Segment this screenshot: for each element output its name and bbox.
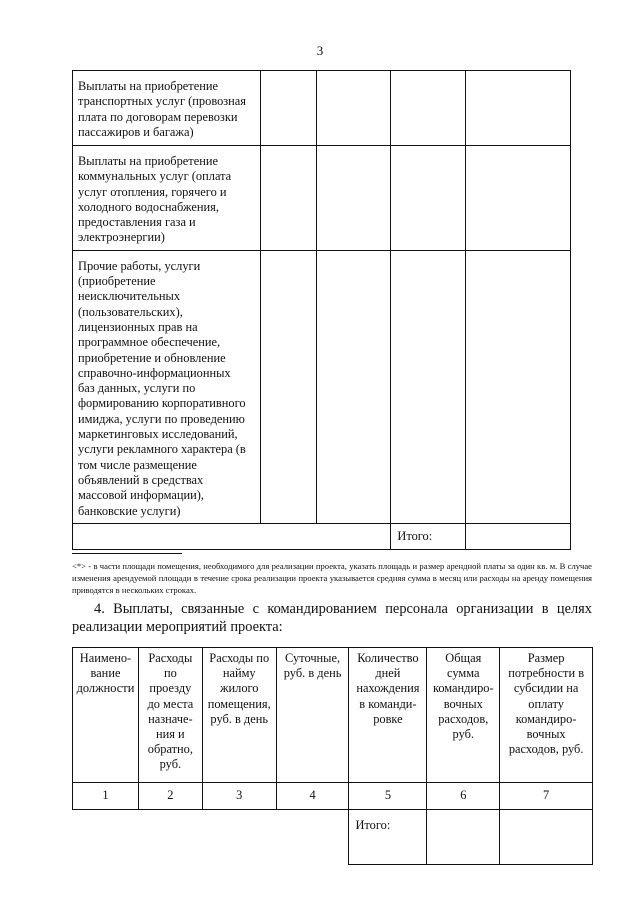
column-number: 3 (202, 783, 276, 810)
column-header-housing-cost: Расходы по найму жилого помещения, руб. в день (202, 648, 276, 783)
total-row (73, 810, 593, 865)
page-number: 3 (316, 43, 324, 58)
column-number: 5 (349, 783, 427, 810)
total-row (73, 523, 571, 549)
footnote: <*> - в части площади помещения, необходимого для реализации проекта, указать площадь и размер арендной платы за один кв. м. В случае изменения арендуемой площади в течение срока реализации проекта указывается средняя сумма в месяц или расходы на аренду помещения приводятся в нескольких строках. (72, 561, 592, 595)
column-number: 2 (138, 783, 202, 810)
column-header-per-diem: Суточные, руб. в день (276, 648, 349, 783)
table-row (73, 250, 571, 523)
footnote-separator (72, 553, 182, 554)
column-header-travel-cost: Расходы по проезду до места назначе- ния и обратно, руб. (138, 648, 202, 783)
total-label: Итого: (349, 810, 427, 865)
column-header-subsidy-need: Размер потребности в субсидии на оплату командиро- вочных расходов, руб. (500, 648, 593, 783)
column-header-trip-days: Количество дней нахождения в команди- ровке (349, 648, 427, 783)
column-number: 7 (500, 783, 593, 810)
section-4-heading: 4. Выплаты, связанные с командированием персонала организации в целях реализации мероприятий проекта: (72, 601, 592, 635)
total-label: Итого: (391, 523, 466, 549)
column-number: 1 (73, 783, 139, 810)
column-number: 6 (427, 783, 500, 810)
row-description: Выплаты на приобретение транспортных услуг (провозная плата по договорам перевозки пассажиров и багажа) (73, 71, 261, 146)
column-number: 4 (276, 783, 349, 810)
table-row (73, 71, 571, 146)
column-header-total-amount: Общая сумма командиро- вочных расходов, руб. (427, 648, 500, 783)
row-description: Выплаты на приобретение коммунальных услуг (оплата услуг отопления, горячего и холодного водоснабжения, предоставления газа и электроэнергии) (73, 146, 261, 251)
business-trip-expenses-table (72, 647, 593, 865)
row-description: Прочие работы, услуги (приобретение неисключительных (пользовательских), лицензионных прав на программное обеспечение, приобретение и обновление справочно-информационных баз данных, услуги по формированию корпоративного имиджа, услуги по проведению маркетинговых исследований, услуги рекламного характера (в том числе размещение объявлений в средствах массовой информации), банковские услуги) (73, 250, 261, 523)
column-header-position: Наимено- вание должности (73, 648, 139, 783)
table-row (73, 146, 571, 251)
expenses-table-continued (72, 70, 571, 550)
column-numbers-row (73, 783, 593, 810)
header-row (73, 648, 593, 783)
